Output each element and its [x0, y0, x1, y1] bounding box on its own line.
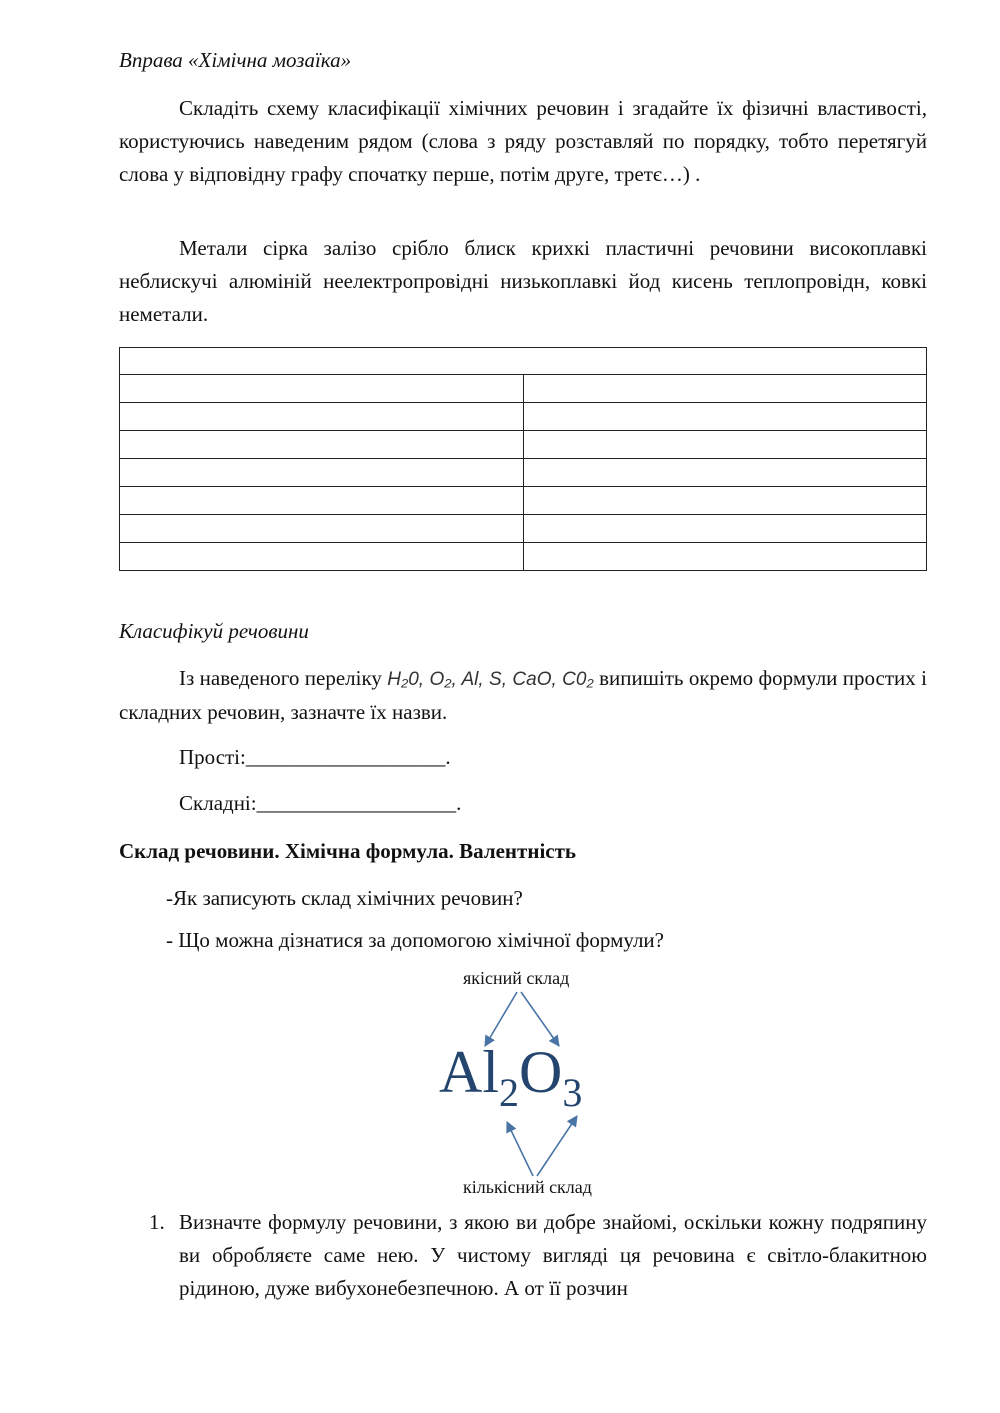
table-cell[interactable] [523, 375, 927, 403]
exercise-title: Вправа «Хімічна мозаїка» [119, 48, 352, 72]
classify-title: Класифікуй речовини [119, 619, 309, 643]
table-cell[interactable] [523, 459, 927, 487]
table-cell[interactable] [120, 375, 524, 403]
formula-list: H₂0, O₂, Al, S, CaO, C0₂ [387, 669, 594, 690]
question-1: -Як записують склад хімічних речовин? [166, 886, 523, 910]
table-cell[interactable] [523, 543, 927, 571]
formula-subscript-2: 2 [499, 1070, 519, 1115]
formula-element-al: Al [439, 1039, 499, 1105]
table-cell[interactable] [120, 459, 524, 487]
table-cell[interactable] [120, 487, 524, 515]
table-cell[interactable] [523, 487, 927, 515]
task-text: Визначте формулу речовини, з якою ви добре знайомі, оскільки кожну подряпину ви обробляєте саме нею. У чистому вигляді ця речовина є світло-блакитною рідиною, дуже вибухонебезпечною. А от її розчин [179, 1210, 927, 1300]
arrow-to-sub3 [537, 1116, 577, 1176]
question-2: - Що можна дізнатися за допомогою хімічної формули? [166, 928, 664, 952]
table-cell[interactable] [523, 403, 927, 431]
table-cell[interactable] [523, 431, 927, 459]
task-item [119, 1206, 927, 1305]
classification-table [119, 347, 927, 571]
table-cell[interactable] [120, 403, 524, 431]
word-row: Метали сірка залізо срібло блиск крихкі пластичні речовини високоплавкі неблискучі алюміній неелектропровідні низькоплавкі йод кисень теплопровідн, ковкі неметали. [119, 236, 927, 326]
table-cell[interactable] [523, 515, 927, 543]
formula-subscript-3: 3 [562, 1070, 583, 1115]
classify-text-before: Із наведеного переліку [179, 666, 388, 690]
table-cell[interactable] [120, 431, 524, 459]
table-cell[interactable] [120, 543, 524, 571]
classify-instruction [119, 662, 927, 729]
section-title: Склад речовини. Хімічна формула. Валентність [119, 839, 577, 863]
qualitative-composition-label: якісний склад [463, 968, 570, 988]
table-header-cell[interactable] [120, 348, 927, 375]
complex-substances-line[interactable]: Складні:___________________. [179, 791, 462, 815]
exercise-instruction: Складіть схему класифікації хімічних речовин і згадайте їх фізичні властивості, користуючись наведеним рядом (слова з ряду розставляй по порядку, тобто перетягуй слова у відповідну графу спочатку перше, потім друге, третє…) . [119, 96, 927, 186]
classify-text-after: випишіть окремо формули простих і складних речовин, зазначте їх назви. [119, 666, 927, 724]
simple-substances-line[interactable]: Прості:___________________. [179, 745, 451, 769]
formula-element-o: O [519, 1039, 563, 1105]
table-cell[interactable] [120, 515, 524, 543]
task-number: 1. [149, 1210, 165, 1234]
chemical-formula [439, 1037, 582, 1114]
quantitative-composition-label: кількісний склад [463, 1177, 592, 1197]
arrow-to-sub2 [507, 1122, 533, 1176]
